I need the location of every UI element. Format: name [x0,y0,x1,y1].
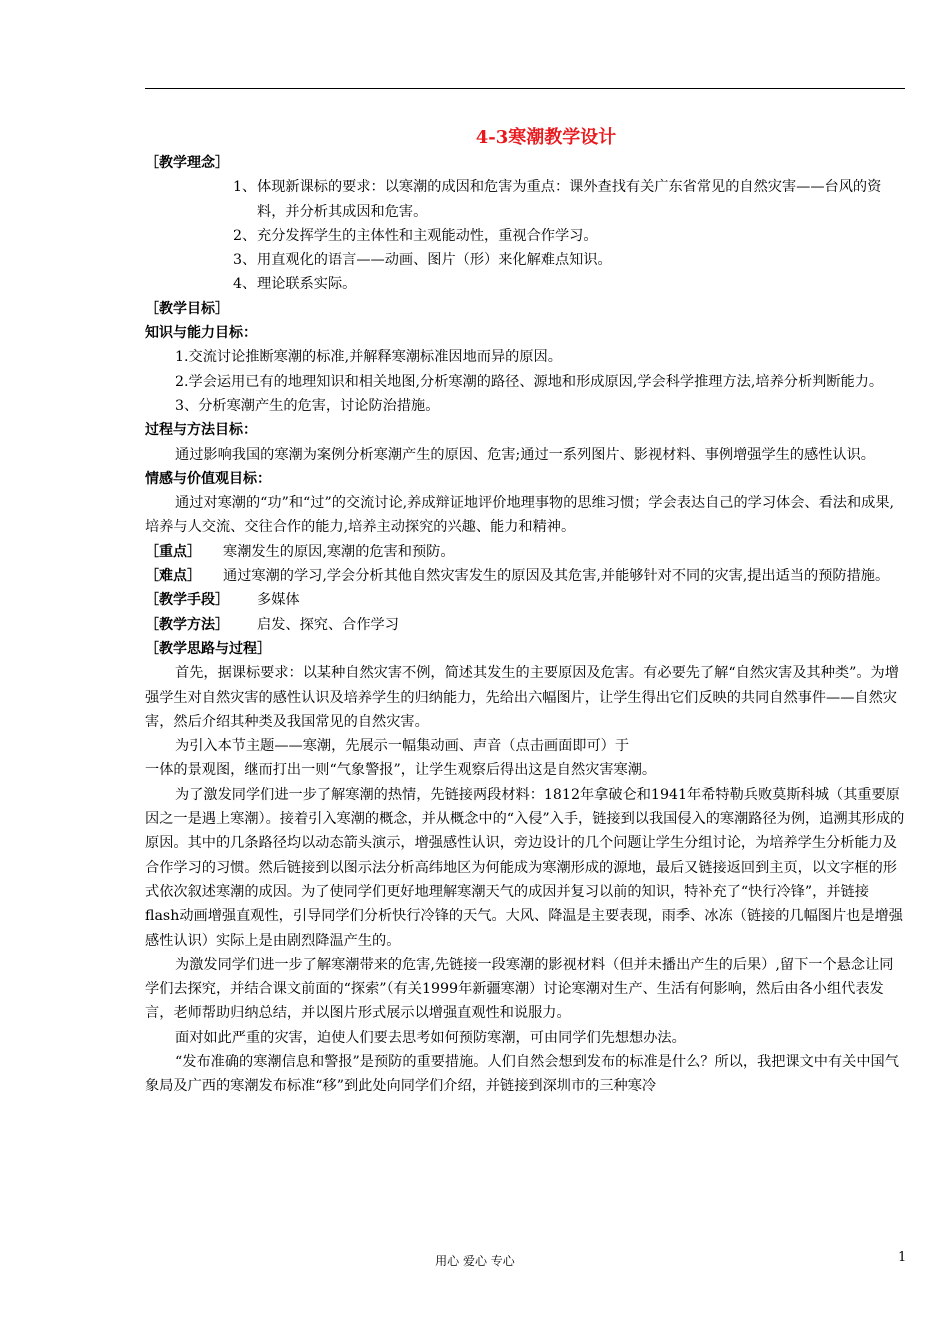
paragraph: 为激发同学们进一步了解寒潮带来的危害,先链接一段寒潮的影视材料（但并未播出产生的后果）,留下一个悬念让同学们去探究，并结合课文前面的“探索”（有关1999年新疆寒潮）讨论寒潮对生产、生活有何影响，然后由各小组代表发言，老师帮助归纳总结，并以图片形式展示以增强直观性和说服力。 [145,956,894,1022]
process-goal-heading: 过程与方法目标： [145,422,257,439]
process-heading: ［教学思路与过程］ [145,640,271,657]
teaching-means: ［教学手段］ 多媒体 [145,592,300,609]
document-title: 4-3寒潮教学设计 [475,127,617,148]
list-item: 3、 用直观化的语言——动画、图片（形）来化解难点知识。 [233,252,612,269]
paragraph: 面对如此严重的灾害，迫使人们要去思考如何预防寒潮，可由同学们先想想办法。 [175,1029,686,1046]
key-point: ［重点］ 寒潮发生的原因,寒潮的危害和预防。 [145,543,455,560]
difficulty: ［难点］ 通过寒潮的学习,学会分析其他自然灾害发生的原因及其危害,并能够针对不同的灾害,提出适当的预防措施。 [145,568,890,585]
list-item: 1、 体现新课标的要求：以寒潮的成因和危害为重点：课外查找有关广东省常见的自然灾害——台风的资料，并分析其成因和危害。 [233,179,882,220]
concept-heading: ［教学理念］ [145,155,229,171]
footer-motto: 用心 爱心 专心 [435,1254,515,1268]
emotion-goal-text: 通过对寒潮的“功”和“过”的交流讨论,养成辩证地评价地理事物的思维习惯；学会表达自己的学习体会、看法和成果,培养与人交流、交往合作的能力,培养主动探究的兴趣、能力和精神。 [145,495,895,536]
teaching-method: ［教学方法］ 启发、探究、合作学习 [145,616,399,633]
list-item: 2、 充分发挥学生的主体性和主观能动性，重视合作学习。 [233,227,598,244]
knowledge-item: 2.学会运用已有的地理知识和相关地图,分析寒潮的路径、源地和形成原因,学会科学推理方法,培养分析判断能力。 [175,373,884,390]
process-goal-text: 通过影响我国的寒潮为案例分析寒潮产生的原因、危害;通过一系列图片、影视材料、事例增强学生的感性认识。 [175,446,875,463]
paragraph: 一体的景观图，继而打出一则“气象警报”，让学生观察后得出这是自然灾害寒潮。 [145,762,657,779]
paragraph: 首先，据课标要求：以某种自然灾害不例，简述其发生的主要原因及危害。有必要先了解“自然灾害及其种类”。为增强学生对自然灾害的感性认识及培养学生的归纳能力，先给出六幅图片，让学生得出它们反映的共同自然事件——自然灾害，然后介绍其种类及我国常见的自然灾害。 [145,665,899,730]
knowledge-heading: 知识与能力目标： [145,325,257,342]
knowledge-item: 3、分析寒潮产生的危害，讨论防治措施。 [175,397,440,414]
document-body [145,125,907,1099]
paragraph: 为引入本节主题——寒潮，先展示一幅集动画、声音（点击画面即可）于 [175,738,630,755]
list-item: 4、 理论联系实际。 [233,276,357,293]
emotion-goal-heading: 情感与价值观目标： [145,470,271,487]
page-number: 1 [898,1250,907,1265]
goals-heading: ［教学目标］ [145,300,229,317]
header-rule [145,88,905,89]
knowledge-item: 1.交流讨论推断寒潮的标准,并解释寒潮标准因地而异的原因。 [175,349,562,366]
paragraph: 为了激发同学们进一步了解寒潮的热情，先链接两段材料：1812年拿破仑和1941年希特勒兵败莫斯科城（其重要原因之一是遇上寒潮）。接着引入寒潮的概念，并从概念中的“入侵”入手，链接到以我国侵入的寒潮路径为例，追溯其形成的原因。其中的几条路径均以动态箭头演示，增强感性认识，旁边设计的几个问题让学生分组讨论，为培养学生分析能力及合作学习的习惯。然后链接到以图示法分析高纬地区为何能成为寒潮形成的源地，最后又链接返回到主页，以文字框的形式依次叙述寒潮的成因。为了使同学们更好地理解寒潮天气的成因并复习以前的知识，特补充了“快行冷锋”，并链接 flash动画增强直观性，引导同学们分析快行冷锋的天气。大风、降温是主要表现，雨季、冰冻（链接的几幅图片也是增强感性认识）实际上是由剧烈降温产生的。 [145,786,905,949]
paragraph: “发布准确的寒潮信息和警报”是预防的重要措施。人们自然会想到发布的标准是什么？所以，我把课文中有关中国气象局及广西的寒潮发布标准“移”到此处向同学们介绍，并链接到深圳市的三种寒冷 [145,1053,899,1095]
